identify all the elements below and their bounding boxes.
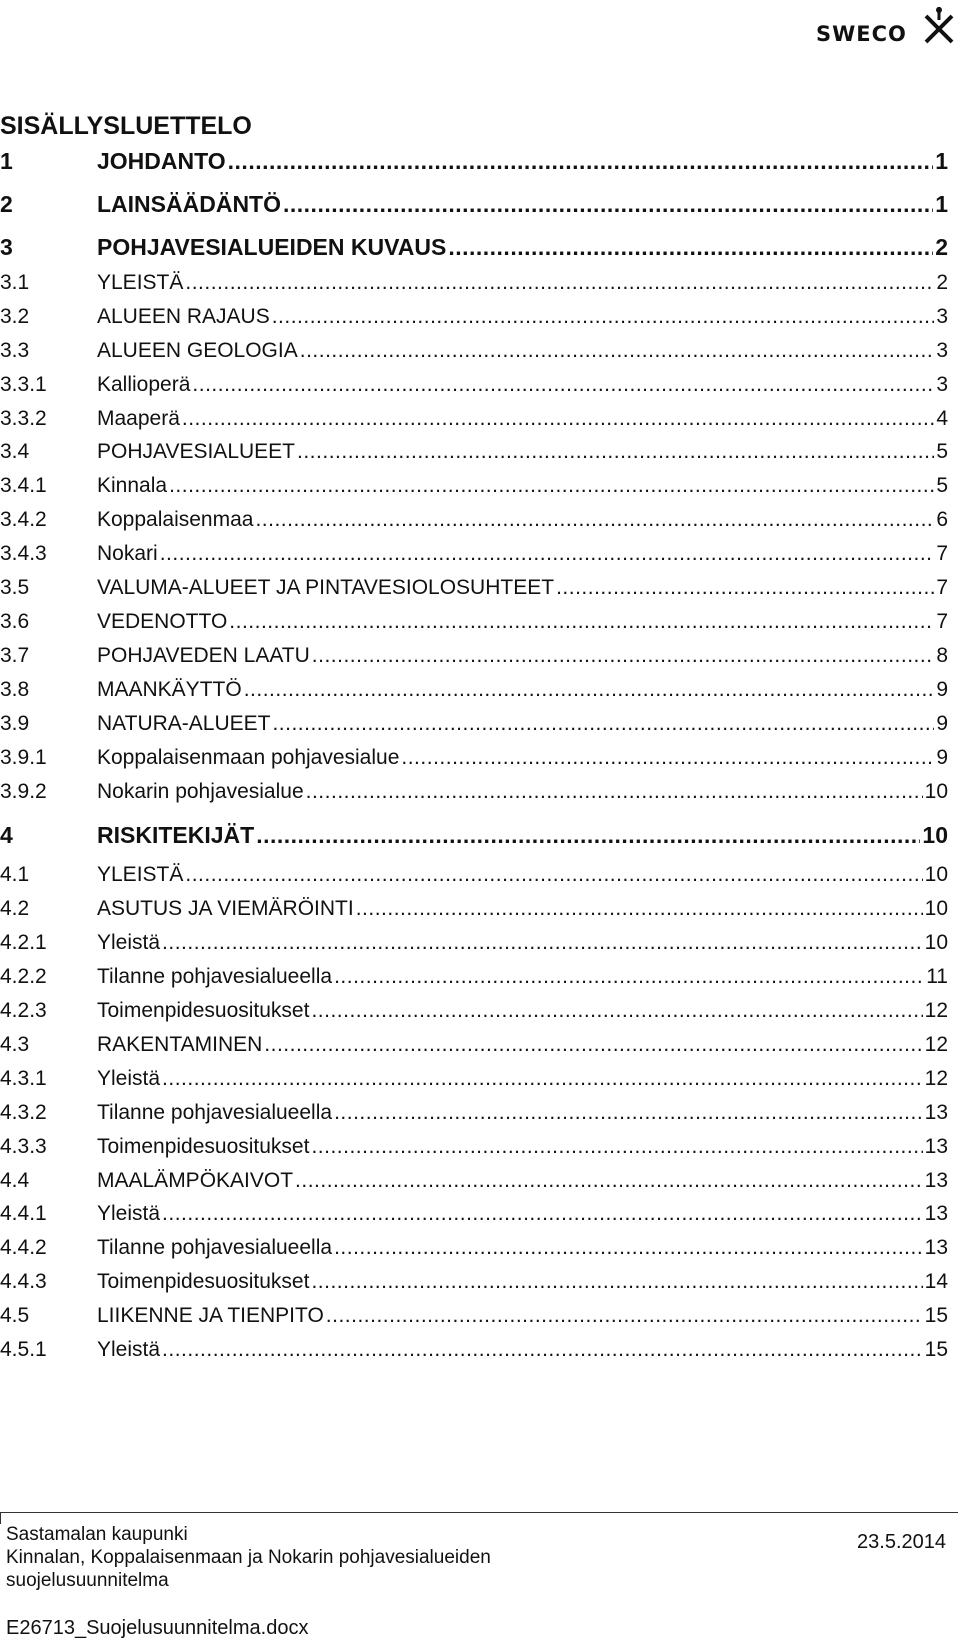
toc-entry-title: Yleistä [97, 1338, 161, 1361]
toc-entry[interactable] [0, 743, 948, 773]
toc-entry-title: ALUEEN GEOLOGIA [97, 339, 298, 362]
toc-entry[interactable] [0, 641, 948, 671]
toc-entry-title: MAANKÄYTTÖ [97, 678, 242, 701]
toc-entry-page: 10 [924, 863, 948, 886]
toc-entry-title: Toimenpidesuositukset [97, 999, 310, 1022]
toc-entry-title: RAKENTAMINEN [97, 1033, 263, 1056]
toc-entry-title: VEDENOTTO [97, 610, 228, 633]
toc-dot-leader [448, 232, 933, 262]
toc-dot-leader [311, 1132, 922, 1162]
toc-entry-title: YLEISTÄ [97, 271, 184, 294]
toc-entry-number: 3.4 [0, 440, 30, 463]
toc-dot-leader [256, 820, 920, 850]
toc-dot-leader [272, 709, 934, 739]
toc-entry-title: MAALÄMPÖKAIVOT [97, 1169, 294, 1192]
toc-entry-number: 3.7 [0, 644, 30, 667]
toc-dot-leader [556, 573, 934, 603]
toc-dot-leader [311, 1267, 922, 1297]
toc-entry[interactable] [0, 1098, 948, 1128]
toc-entry[interactable] [0, 268, 948, 298]
toc-dot-leader [272, 302, 935, 332]
toc-entry[interactable] [0, 860, 948, 890]
toc-entry-page: 10 [924, 897, 948, 920]
toc-dot-leader [229, 607, 934, 637]
sweco-logo [816, 6, 956, 52]
toc-entry-page: 3 [936, 339, 948, 362]
toc-entry-page: 15 [924, 1338, 948, 1361]
toc-entry-number: 3.3.2 [0, 407, 47, 430]
footer-project-title-cont: suojelusuunnitelma [6, 1570, 169, 1591]
footer-project-title: Kinnalan, Koppalaisenmaan ja Nokarin pohjavesialueiden [6, 1547, 491, 1568]
toc-entry[interactable] [0, 777, 948, 807]
toc-entry[interactable] [0, 539, 948, 569]
toc-entry-page: 7 [936, 542, 948, 565]
toc-entry-title: POHJAVESIALUEET [97, 440, 296, 463]
toc-entry-number: 4.2 [0, 897, 30, 920]
toc-entry-page: 9 [936, 678, 948, 701]
toc-entry-title: Tilanne pohjavesialueella [97, 965, 333, 988]
toc-dot-leader [264, 1030, 922, 1060]
toc-entry[interactable] [0, 1301, 948, 1331]
toc-entry-title: Yleistä [97, 931, 161, 954]
footer-client: Sastamalan kaupunki [6, 1524, 188, 1545]
toc-entry-number: 4.5.1 [0, 1338, 47, 1361]
toc-entry[interactable] [0, 1199, 948, 1229]
toc-entry[interactable] [0, 1335, 948, 1365]
toc-dot-leader [334, 962, 924, 992]
toc-entry-number: 3.3.1 [0, 373, 47, 396]
toc-entry-title: Toimenpidesuositukset [97, 1270, 310, 1293]
toc-entry-number: 4.5 [0, 1304, 30, 1327]
toc-entry-title: ASUTUS JA VIEMÄRÖINTI [97, 897, 354, 920]
toc-dot-leader [295, 1166, 923, 1196]
toc-dot-leader [401, 743, 934, 773]
toc-entry-title: Toimenpidesuositukset [97, 1135, 310, 1158]
toc-entry-number: 4.3 [0, 1033, 30, 1056]
toc-entry-title: Maaperä [97, 407, 180, 430]
toc-dot-leader [297, 437, 934, 467]
toc-entry-title: Nokari [97, 542, 158, 565]
toc-entry-title: ALUEEN RAJAUS [97, 305, 270, 328]
toc-entry-title: VALUMA-ALUEET JA PINTAVESIOLOSUHTEET [97, 576, 555, 599]
toc-entry-number: 3.3 [0, 339, 30, 362]
toc-dot-leader [192, 370, 934, 400]
toc-entry[interactable] [0, 894, 948, 924]
toc-entry-number: 4.4.1 [0, 1202, 47, 1225]
toc-entry-page: 5 [936, 440, 948, 463]
toc-entry-page: 9 [936, 712, 948, 735]
toc-title: SISÄLLYSLUETTELO [0, 112, 252, 140]
toc-entry[interactable] [0, 437, 948, 467]
toc-entry[interactable] [0, 1166, 948, 1196]
toc-entry-title: Koppalaisenmaan pohjavesialue [97, 746, 400, 769]
toc-entry-page: 11 [926, 965, 948, 988]
toc-entry-page: 3 [936, 373, 948, 396]
toc-dot-leader [255, 505, 934, 535]
toc-dot-leader [182, 404, 934, 434]
toc-entry-number: 3.4.1 [0, 474, 47, 497]
footer-filename: E26713_Suojelusuunnitelma.docx [6, 1617, 309, 1639]
toc-entry-page: 10 [922, 822, 948, 848]
toc-entry[interactable] [0, 820, 948, 850]
toc-entry-number: 3.4.3 [0, 542, 47, 565]
toc-entry-page: 2 [935, 234, 948, 260]
toc-entry-page: 9 [936, 746, 948, 769]
toc-dot-leader [162, 1335, 923, 1365]
toc-entry-number: 4.1 [0, 863, 30, 886]
toc-entry[interactable] [0, 302, 948, 332]
toc-entry-page: 7 [936, 610, 948, 633]
toc-dot-leader [162, 1064, 923, 1094]
toc-entry-title: Tilanne pohjavesialueella [97, 1236, 333, 1259]
toc-entry-title: Tilanne pohjavesialueella [97, 1101, 333, 1124]
toc-entry-title: Kallioperä [97, 373, 191, 396]
toc-entry-title: POHJAVEDEN LAATU [97, 644, 310, 667]
toc-dot-leader [185, 860, 922, 890]
toc-dot-leader [185, 268, 934, 298]
toc-entry-number: 3.8 [0, 678, 30, 701]
toc-dot-leader [300, 336, 935, 366]
toc-entry[interactable] [0, 189, 948, 219]
toc-entry-page: 13 [924, 1236, 948, 1259]
toc-entry-page: 13 [924, 1135, 948, 1158]
toc-entry-page: 6 [936, 508, 948, 531]
toc-dot-leader [283, 189, 933, 219]
toc-entry-number: 4.3.3 [0, 1135, 47, 1158]
toc-entry-title: POHJAVESIALUEIDEN KUVAUS [97, 234, 447, 260]
toc-entry[interactable] [0, 573, 948, 603]
toc-entry[interactable] [0, 1267, 948, 1297]
toc-entry-number: 4.4.3 [0, 1270, 47, 1293]
toc-entry-page: 12 [924, 999, 948, 1022]
toc-dot-leader [228, 146, 934, 176]
toc-dot-leader [326, 1301, 923, 1331]
toc-dot-leader [169, 471, 934, 501]
toc-entry[interactable] [0, 675, 948, 705]
toc-dot-leader [356, 894, 923, 924]
toc-entry-number: 3.2 [0, 305, 30, 328]
toc-entry-title: Nokarin pohjavesialue [97, 780, 304, 803]
toc-entry[interactable] [0, 1233, 948, 1263]
toc-entry-number: 3.9 [0, 712, 30, 735]
toc-entry-page: 15 [924, 1304, 948, 1327]
toc-dot-leader [312, 641, 935, 671]
sweco-logo-icon [922, 6, 956, 46]
toc-dot-leader [334, 1233, 923, 1263]
toc-entry-title: YLEISTÄ [97, 863, 184, 886]
footer-date: 23.5.2014 [857, 1531, 946, 1553]
toc-entry[interactable] [0, 232, 948, 262]
toc-entry-page: 1 [935, 191, 948, 217]
toc-entry-page: 10 [924, 931, 948, 954]
toc-entry-page: 1 [935, 148, 948, 174]
toc-entry[interactable] [0, 607, 948, 637]
toc-entry-title: LAINSÄÄDÄNTÖ [97, 191, 281, 217]
logo-wordmark: SWECO [816, 22, 907, 46]
toc-entry-number: 3 [0, 234, 13, 260]
toc-entry-page: 12 [924, 1033, 948, 1056]
toc-entry-number: 3.4.2 [0, 508, 47, 531]
toc-dot-leader [160, 539, 935, 569]
toc-entry-page: 10 [924, 780, 948, 803]
toc-dot-leader [244, 675, 935, 705]
toc-entry[interactable] [0, 928, 948, 958]
toc-entry-title: NATURA-ALUEET [97, 712, 271, 735]
toc-dot-leader [162, 928, 923, 958]
toc-entry[interactable] [0, 962, 948, 992]
toc-entry-number: 4.4 [0, 1169, 30, 1192]
toc-entry[interactable] [0, 146, 948, 176]
toc-entry-number: 3.6 [0, 610, 30, 633]
toc-entry-title: Kinnala [97, 474, 168, 497]
toc-entry-number: 3.5 [0, 576, 30, 599]
toc-entry-page: 12 [924, 1067, 948, 1090]
toc-entry[interactable] [0, 709, 948, 739]
toc-entry-page: 3 [936, 305, 948, 328]
toc-entry-number: 4.3.2 [0, 1101, 47, 1124]
toc-entry-number: 4.2.3 [0, 999, 47, 1022]
toc-entry-page: 5 [936, 474, 948, 497]
toc-entry-title: Yleistä [97, 1067, 161, 1090]
toc-entry-number: 3.1 [0, 271, 30, 294]
footer-divider [0, 1512, 958, 1513]
toc-entry-page: 13 [924, 1101, 948, 1124]
toc-entry-page: 8 [936, 644, 948, 667]
toc-entry-title: Koppalaisenmaa [97, 508, 254, 531]
toc-entry-title: LIIKENNE JA TIENPITO [97, 1304, 324, 1327]
toc-dot-leader [162, 1199, 923, 1229]
toc-entry-number: 3.9.1 [0, 746, 47, 769]
toc-entry-number: 4 [0, 822, 13, 848]
toc-entry-number: 4.3.1 [0, 1067, 47, 1090]
toc-entry-number: 4.2.2 [0, 965, 47, 988]
toc-entry-page: 7 [936, 576, 948, 599]
toc-entry[interactable] [0, 1064, 948, 1094]
toc-entry-page: 14 [924, 1270, 948, 1293]
toc-entry[interactable] [0, 471, 948, 501]
toc-entry-page: 4 [936, 407, 948, 430]
toc-entry-number: 1 [0, 148, 13, 174]
toc-entry-page: 2 [936, 271, 948, 294]
toc-entry[interactable] [0, 1030, 948, 1060]
toc-dot-leader [334, 1098, 923, 1128]
footer-divider-tick [0, 1512, 1, 1524]
toc-entry-page: 13 [924, 1202, 948, 1225]
toc-entry-number: 4.4.2 [0, 1236, 47, 1259]
toc-entry[interactable] [0, 996, 948, 1026]
toc-entry[interactable] [0, 1132, 948, 1162]
toc-dot-leader [311, 996, 922, 1026]
toc-entry[interactable] [0, 370, 948, 400]
toc-entry-title: JOHDANTO [97, 148, 226, 174]
toc-entry-number: 3.9.2 [0, 780, 47, 803]
toc-entry[interactable] [0, 336, 948, 366]
toc-entry-number: 4.2.1 [0, 931, 47, 954]
toc-entry-title: RISKITEKIJÄT [97, 822, 255, 848]
toc-entry-title: Yleistä [97, 1202, 161, 1225]
toc-entry[interactable] [0, 505, 948, 535]
toc-dot-leader [306, 777, 923, 807]
toc-entry-page: 13 [924, 1169, 948, 1192]
toc-entry-number: 2 [0, 191, 13, 217]
toc-entry[interactable] [0, 404, 948, 434]
